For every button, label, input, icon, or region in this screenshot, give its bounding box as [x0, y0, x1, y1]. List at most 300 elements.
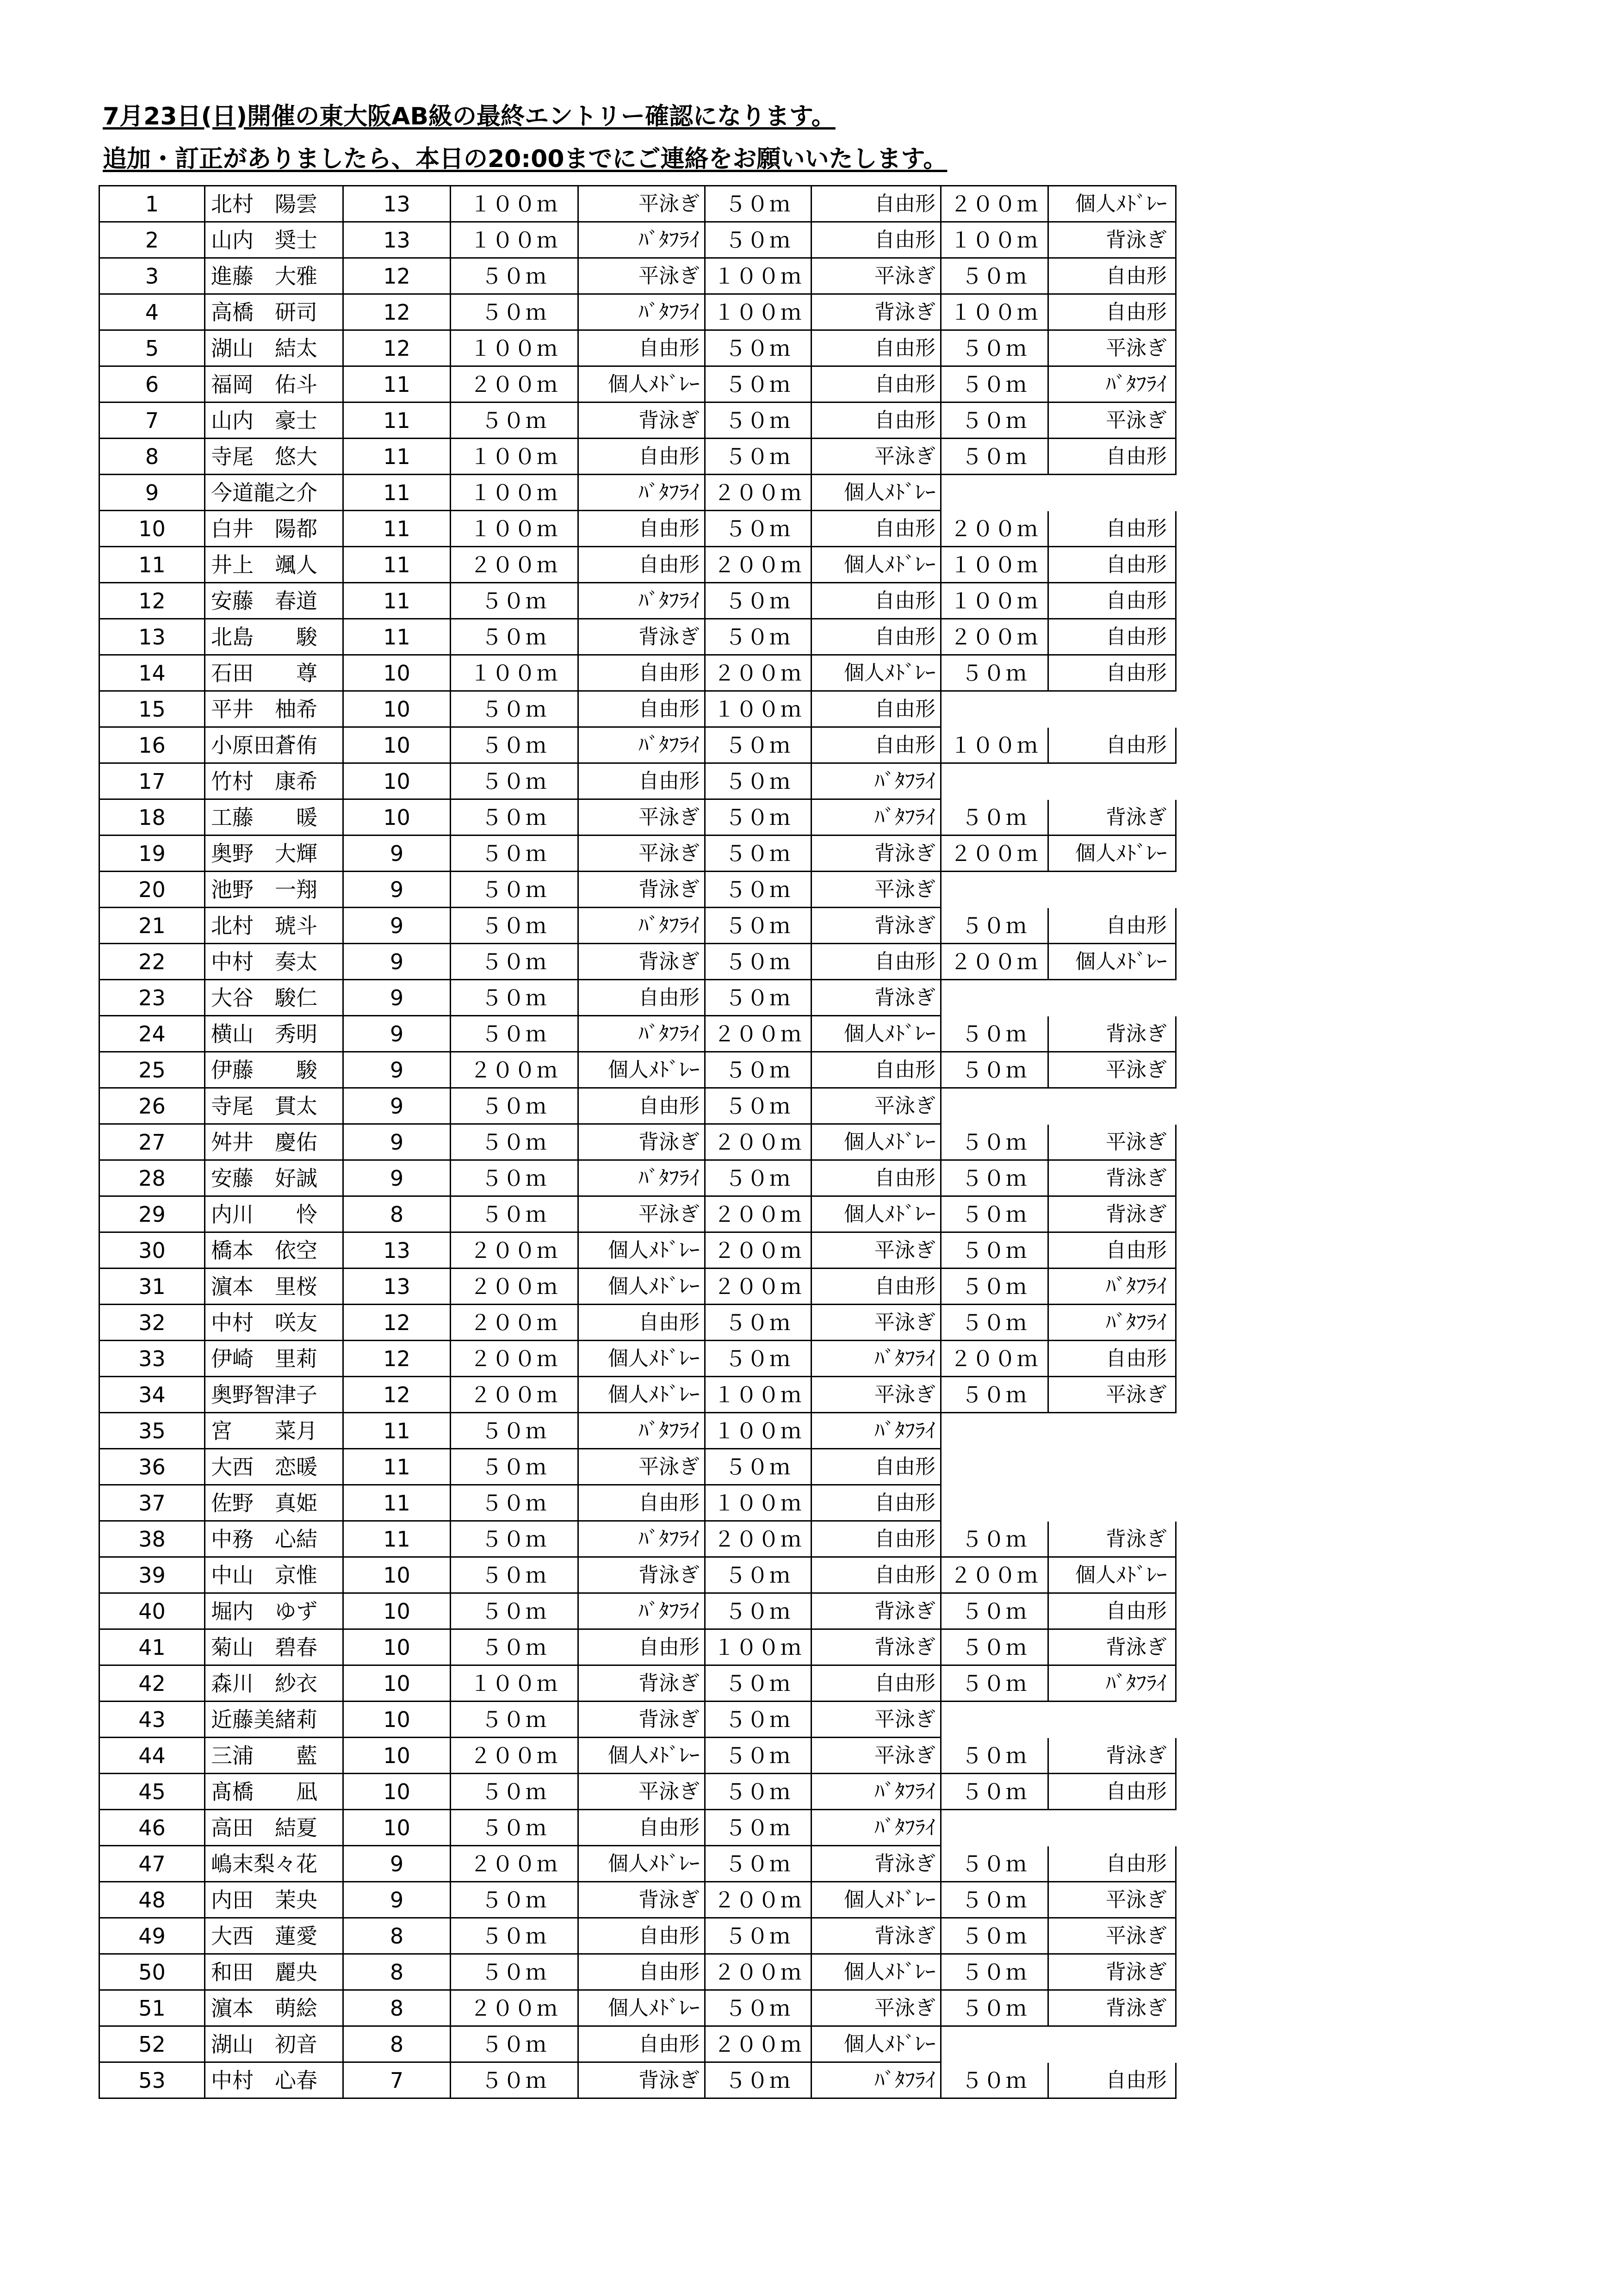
- table-row: [99, 1232, 1176, 1269]
- event3-distance: ５０ｍ: [941, 1016, 1048, 1052]
- event3-stroke: 背泳ぎ: [1048, 1521, 1176, 1557]
- event3-stroke: 自由形: [1048, 1232, 1176, 1269]
- event1-stroke: ﾊﾞﾀﾌﾗｲ: [578, 1016, 705, 1052]
- entry-number: 24: [99, 1016, 205, 1052]
- swimmer-name: 大谷 駿仁: [205, 980, 343, 1016]
- event3-stroke: 平泳ぎ: [1048, 1882, 1176, 1918]
- table-row: [99, 691, 1176, 727]
- swimmer-name: 寺尾 悠大: [205, 439, 343, 475]
- event1-stroke: ﾊﾞﾀﾌﾗｲ: [578, 294, 705, 330]
- event1-distance: ５０ｍ: [451, 1088, 578, 1124]
- entry-number: 21: [99, 908, 205, 944]
- table-row: [99, 1990, 1176, 2026]
- entry-number: 41: [99, 1629, 205, 1665]
- swimmer-name: 中務 心結: [205, 1521, 343, 1557]
- event1-distance: ５０ｍ: [451, 799, 578, 835]
- event3-distance: ５０ｍ: [941, 258, 1048, 294]
- event1-distance: ２００ｍ: [451, 1377, 578, 1413]
- event3-distance: [941, 1810, 1048, 1846]
- entry-number: 28: [99, 1160, 205, 1196]
- event1-stroke: 自由形: [578, 439, 705, 475]
- swimmer-age: 10: [343, 1810, 451, 1846]
- event3-distance: ５０ｍ: [941, 2062, 1048, 2098]
- entry-number: 30: [99, 1232, 205, 1269]
- event1-stroke: 自由形: [578, 330, 705, 366]
- event3-distance: [941, 2026, 1048, 2062]
- event2-stroke: 個人ﾒﾄﾞﾚｰ: [812, 1954, 941, 1990]
- event1-distance: ２００ｍ: [451, 366, 578, 402]
- swimmer-age: 11: [343, 439, 451, 475]
- swimmer-age: 8: [343, 1918, 451, 1954]
- event3-distance: １００ｍ: [941, 727, 1048, 763]
- event3-distance: ５０ｍ: [941, 402, 1048, 439]
- entry-number: 15: [99, 691, 205, 727]
- entry-number: 9: [99, 475, 205, 511]
- swimmer-age: 10: [343, 1702, 451, 1738]
- swimmer-age: 11: [343, 1413, 451, 1449]
- table-row: [99, 1124, 1176, 1160]
- event2-stroke: 個人ﾒﾄﾞﾚｰ: [812, 1882, 941, 1918]
- event3-distance: １００ｍ: [941, 222, 1048, 258]
- event3-distance: ５０ｍ: [941, 1196, 1048, 1232]
- event3-stroke: 平泳ぎ: [1048, 330, 1176, 366]
- event1-stroke: 自由形: [578, 1088, 705, 1124]
- event3-distance: ５０ｍ: [941, 908, 1048, 944]
- table-row: [99, 1377, 1176, 1413]
- swimmer-name: 石田 尊: [205, 655, 343, 691]
- event3-distance: ５０ｍ: [941, 1846, 1048, 1882]
- event3-distance: ５０ｍ: [941, 1160, 1048, 1196]
- table-row: [99, 583, 1176, 619]
- event3-distance: ５０ｍ: [941, 366, 1048, 402]
- swimmer-name: 中山 京惟: [205, 1557, 343, 1593]
- swimmer-age: 8: [343, 1954, 451, 1990]
- swimmer-name: 安藤 春道: [205, 583, 343, 619]
- event2-stroke: 背泳ぎ: [812, 1918, 941, 1954]
- event1-distance: ５０ｍ: [451, 2026, 578, 2062]
- table-row: [99, 1196, 1176, 1232]
- entry-number: 53: [99, 2062, 205, 2098]
- event2-distance: ５０ｍ: [705, 186, 812, 222]
- event1-distance: ５０ｍ: [451, 727, 578, 763]
- swimmer-age: 9: [343, 1846, 451, 1882]
- entry-number: 13: [99, 619, 205, 655]
- event2-distance: ５０ｍ: [705, 944, 812, 980]
- event3-stroke: 背泳ぎ: [1048, 799, 1176, 835]
- event3-distance: [941, 691, 1048, 727]
- event2-distance: ５０ｍ: [705, 980, 812, 1016]
- entry-number: 34: [99, 1377, 205, 1413]
- event3-stroke: ﾊﾞﾀﾌﾗｲ: [1048, 1665, 1176, 1702]
- entry-number: 11: [99, 547, 205, 583]
- event3-stroke: 個人ﾒﾄﾞﾚｰ: [1048, 186, 1176, 222]
- event3-stroke: ﾊﾞﾀﾌﾗｲ: [1048, 1305, 1176, 1341]
- swimmer-age: 9: [343, 1882, 451, 1918]
- event1-stroke: 自由形: [578, 691, 705, 727]
- event3-stroke: 背泳ぎ: [1048, 1990, 1176, 2026]
- table-row: [99, 1665, 1176, 1702]
- event2-distance: ５０ｍ: [705, 1665, 812, 1702]
- swimmer-age: 10: [343, 1665, 451, 1702]
- event1-distance: ５０ｍ: [451, 872, 578, 908]
- event3-stroke: 背泳ぎ: [1048, 1196, 1176, 1232]
- event1-distance: ５０ｍ: [451, 908, 578, 944]
- swimmer-name: 安藤 好誠: [205, 1160, 343, 1196]
- event2-stroke: 自由形: [812, 1449, 941, 1485]
- event1-stroke: ﾊﾞﾀﾌﾗｲ: [578, 475, 705, 511]
- event1-stroke: ﾊﾞﾀﾌﾗｲ: [578, 908, 705, 944]
- event2-stroke: 自由形: [812, 366, 941, 402]
- event2-distance: ２００ｍ: [705, 1521, 812, 1557]
- entry-number: 29: [99, 1196, 205, 1232]
- swimmer-name: 奥野智津子: [205, 1377, 343, 1413]
- event3-distance: ５０ｍ: [941, 1269, 1048, 1305]
- event1-stroke: 平泳ぎ: [578, 799, 705, 835]
- swimmer-name: 和田 麗央: [205, 1954, 343, 1990]
- event1-distance: ５０ｍ: [451, 1449, 578, 1485]
- event1-stroke: 背泳ぎ: [578, 1882, 705, 1918]
- event2-distance: ５０ｍ: [705, 1449, 812, 1485]
- event1-distance: ５０ｍ: [451, 1196, 578, 1232]
- event2-distance: ２００ｍ: [705, 547, 812, 583]
- event3-stroke: 平泳ぎ: [1048, 1918, 1176, 1954]
- event2-stroke: 平泳ぎ: [812, 1702, 941, 1738]
- table-row: [99, 547, 1176, 583]
- table-row: [99, 475, 1176, 511]
- entry-number: 26: [99, 1088, 205, 1124]
- swimmer-name: 高橋 研司: [205, 294, 343, 330]
- swimmer-age: 9: [343, 1088, 451, 1124]
- event3-distance: ５０ｍ: [941, 1738, 1048, 1774]
- table-row: [99, 1882, 1176, 1918]
- event1-distance: ２００ｍ: [451, 1846, 578, 1882]
- event3-stroke: 平泳ぎ: [1048, 402, 1176, 439]
- entry-number: 49: [99, 1918, 205, 1954]
- event2-stroke: 自由形: [812, 1485, 941, 1521]
- event1-stroke: 平泳ぎ: [578, 835, 705, 872]
- event3-stroke: 背泳ぎ: [1048, 1160, 1176, 1196]
- event2-distance: ５０ｍ: [705, 330, 812, 366]
- event1-stroke: ﾊﾞﾀﾌﾗｲ: [578, 1160, 705, 1196]
- event1-distance: １００ｍ: [451, 330, 578, 366]
- swimmer-age: 10: [343, 1629, 451, 1665]
- swimmer-name: 白井 陽都: [205, 511, 343, 547]
- event3-distance: １００ｍ: [941, 547, 1048, 583]
- table-row: [99, 727, 1176, 763]
- swimmer-name: 髙橋 凪: [205, 1774, 343, 1810]
- event2-stroke: 平泳ぎ: [812, 1232, 941, 1269]
- event2-distance: ２００ｍ: [705, 2026, 812, 2062]
- event2-distance: ５０ｍ: [705, 1774, 812, 1810]
- event3-distance: ５０ｍ: [941, 1377, 1048, 1413]
- event2-distance: １００ｍ: [705, 294, 812, 330]
- event2-distance: ５０ｍ: [705, 1088, 812, 1124]
- entry-number: 6: [99, 366, 205, 402]
- entry-number: 16: [99, 727, 205, 763]
- event1-distance: ５０ｍ: [451, 1160, 578, 1196]
- swimmer-age: 10: [343, 799, 451, 835]
- event3-distance: [941, 1413, 1048, 1449]
- swimmer-age: 9: [343, 1052, 451, 1088]
- swimmer-name: 濵本 里桜: [205, 1269, 343, 1305]
- event2-stroke: 背泳ぎ: [812, 835, 941, 872]
- event1-stroke: ﾊﾞﾀﾌﾗｲ: [578, 1413, 705, 1449]
- entry-number: 36: [99, 1449, 205, 1485]
- event1-distance: ５０ｍ: [451, 691, 578, 727]
- event3-stroke: 自由形: [1048, 1593, 1176, 1629]
- event3-distance: [941, 872, 1048, 908]
- table-row: [99, 1810, 1176, 1846]
- event3-distance: ５０ｍ: [941, 1521, 1048, 1557]
- swimmer-name: 濵本 萌絵: [205, 1990, 343, 2026]
- event3-distance: [941, 475, 1048, 511]
- table-row: [99, 366, 1176, 402]
- event2-distance: ５０ｍ: [705, 439, 812, 475]
- event1-distance: ５０ｍ: [451, 1774, 578, 1810]
- event2-stroke: 背泳ぎ: [812, 294, 941, 330]
- event2-distance: ５０ｍ: [705, 222, 812, 258]
- event1-distance: ５０ｍ: [451, 1810, 578, 1846]
- swimmer-name: 伊崎 里莉: [205, 1341, 343, 1377]
- table-row: [99, 1449, 1176, 1485]
- swimmer-age: 7: [343, 2062, 451, 2098]
- swimmer-name: 嶋末梨々花: [205, 1846, 343, 1882]
- table-row: [99, 2026, 1176, 2062]
- event1-stroke: 背泳ぎ: [578, 619, 705, 655]
- event1-stroke: 背泳ぎ: [578, 402, 705, 439]
- event3-stroke: [1048, 1810, 1176, 1846]
- event1-stroke: 個人ﾒﾄﾞﾚｰ: [578, 1232, 705, 1269]
- swimmer-name: 内川 怜: [205, 1196, 343, 1232]
- event2-distance: ２００ｍ: [705, 1016, 812, 1052]
- entry-number: 20: [99, 872, 205, 908]
- swimmer-age: 12: [343, 1377, 451, 1413]
- entry-number: 1: [99, 186, 205, 222]
- event1-stroke: 自由形: [578, 1305, 705, 1341]
- event2-distance: １００ｍ: [705, 1629, 812, 1665]
- table-row: [99, 1413, 1176, 1449]
- swimmer-name: 池野 一翔: [205, 872, 343, 908]
- swimmer-name: 井上 颯人: [205, 547, 343, 583]
- event1-distance: ５０ｍ: [451, 1918, 578, 1954]
- event2-stroke: 自由形: [812, 1557, 941, 1593]
- entry-number: 42: [99, 1665, 205, 1702]
- event1-distance: １００ｍ: [451, 511, 578, 547]
- entry-number: 45: [99, 1774, 205, 1810]
- event2-distance: ２００ｍ: [705, 655, 812, 691]
- swimmer-age: 13: [343, 222, 451, 258]
- event3-stroke: 背泳ぎ: [1048, 1738, 1176, 1774]
- table-row: [99, 511, 1176, 547]
- table-row: [99, 763, 1176, 799]
- event1-distance: ５０ｍ: [451, 619, 578, 655]
- event3-distance: ５０ｍ: [941, 1593, 1048, 1629]
- swimmer-name: 奥野 大輝: [205, 835, 343, 872]
- event3-distance: ５０ｍ: [941, 1052, 1048, 1088]
- entry-number: 27: [99, 1124, 205, 1160]
- event3-distance: ５０ｍ: [941, 330, 1048, 366]
- swimmer-name: 中村 心春: [205, 2062, 343, 2098]
- event1-stroke: ﾊﾞﾀﾌﾗｲ: [578, 1593, 705, 1629]
- event2-distance: ２００ｍ: [705, 1124, 812, 1160]
- event3-stroke: 自由形: [1048, 1774, 1176, 1810]
- event2-stroke: 平泳ぎ: [812, 258, 941, 294]
- entry-number: 7: [99, 402, 205, 439]
- event1-distance: ５０ｍ: [451, 294, 578, 330]
- event3-distance: ５０ｍ: [941, 1629, 1048, 1665]
- event2-distance: ５０ｍ: [705, 1810, 812, 1846]
- swimmer-age: 8: [343, 1990, 451, 2026]
- event3-stroke: 自由形: [1048, 727, 1176, 763]
- swimmer-age: 9: [343, 1160, 451, 1196]
- swimmer-age: 10: [343, 655, 451, 691]
- event2-stroke: ﾊﾞﾀﾌﾗｲ: [812, 1774, 941, 1810]
- event3-stroke: 自由形: [1048, 908, 1176, 944]
- event1-stroke: 背泳ぎ: [578, 1702, 705, 1738]
- event3-distance: ５０ｍ: [941, 1665, 1048, 1702]
- swimmer-name: 菊山 碧春: [205, 1629, 343, 1665]
- event2-stroke: 背泳ぎ: [812, 980, 941, 1016]
- event2-stroke: 平泳ぎ: [812, 872, 941, 908]
- entry-number: 40: [99, 1593, 205, 1629]
- event2-stroke: 個人ﾒﾄﾞﾚｰ: [812, 655, 941, 691]
- event2-stroke: 平泳ぎ: [812, 1990, 941, 2026]
- table-row: [99, 1629, 1176, 1665]
- event1-distance: ２００ｍ: [451, 1738, 578, 1774]
- event1-distance: １００ｍ: [451, 439, 578, 475]
- event2-stroke: 個人ﾒﾄﾞﾚｰ: [812, 1016, 941, 1052]
- swimmer-age: 10: [343, 1593, 451, 1629]
- event1-stroke: ﾊﾞﾀﾌﾗｲ: [578, 222, 705, 258]
- table-row: [99, 908, 1176, 944]
- event3-stroke: [1048, 1413, 1176, 1449]
- event1-distance: ２００ｍ: [451, 1269, 578, 1305]
- event2-distance: ５０ｍ: [705, 908, 812, 944]
- event1-stroke: 個人ﾒﾄﾞﾚｰ: [578, 1341, 705, 1377]
- event2-stroke: 自由形: [812, 727, 941, 763]
- swimmer-age: 12: [343, 1305, 451, 1341]
- entry-number: 50: [99, 1954, 205, 1990]
- event3-stroke: 自由形: [1048, 294, 1176, 330]
- table-row: [99, 1954, 1176, 1990]
- table-row: [99, 799, 1176, 835]
- entry-number: 5: [99, 330, 205, 366]
- event1-distance: １００ｍ: [451, 1665, 578, 1702]
- table-row: [99, 1016, 1176, 1052]
- event3-stroke: 自由形: [1048, 655, 1176, 691]
- swimmer-name: 大西 蓮愛: [205, 1918, 343, 1954]
- event1-distance: ５０ｍ: [451, 1593, 578, 1629]
- entry-number: 38: [99, 1521, 205, 1557]
- event2-stroke: 背泳ぎ: [812, 1593, 941, 1629]
- table-row: [99, 2062, 1176, 2098]
- event1-stroke: 背泳ぎ: [578, 1124, 705, 1160]
- entry-number: 32: [99, 1305, 205, 1341]
- event3-distance: ５０ｍ: [941, 1305, 1048, 1341]
- entry-number: 46: [99, 1810, 205, 1846]
- event2-stroke: ﾊﾞﾀﾌﾗｲ: [812, 2062, 941, 2098]
- event2-stroke: ﾊﾞﾀﾌﾗｲ: [812, 1341, 941, 1377]
- header-line-1: 7月23日(日)開催の東大阪AB級の最終エントリー確認になります。: [103, 103, 836, 130]
- event1-stroke: 自由形: [578, 511, 705, 547]
- event1-stroke: 平泳ぎ: [578, 186, 705, 222]
- table-row: [99, 1593, 1176, 1629]
- table-row: [99, 1702, 1176, 1738]
- entry-table: [99, 185, 1177, 2099]
- swimmer-name: 三浦 藍: [205, 1738, 343, 1774]
- entry-number: 17: [99, 763, 205, 799]
- event1-distance: １００ｍ: [451, 475, 578, 511]
- event2-stroke: 自由形: [812, 330, 941, 366]
- event2-distance: １００ｍ: [705, 1377, 812, 1413]
- table-row: [99, 944, 1176, 980]
- event2-distance: ５０ｍ: [705, 1593, 812, 1629]
- swimmer-age: 9: [343, 835, 451, 872]
- event3-stroke: 背泳ぎ: [1048, 1629, 1176, 1665]
- event2-distance: ２００ｍ: [705, 1232, 812, 1269]
- event2-stroke: 自由形: [812, 402, 941, 439]
- table-row: [99, 655, 1176, 691]
- event2-stroke: 自由形: [812, 1665, 941, 1702]
- event1-distance: ２００ｍ: [451, 1305, 578, 1341]
- event1-stroke: 自由形: [578, 980, 705, 1016]
- table-row: [99, 1557, 1176, 1593]
- entry-number: 4: [99, 294, 205, 330]
- event3-stroke: 自由形: [1048, 2062, 1176, 2098]
- swimmer-name: 今道龍之介: [205, 475, 343, 511]
- event3-distance: １００ｍ: [941, 294, 1048, 330]
- swimmer-name: 橋本 依空: [205, 1232, 343, 1269]
- event2-stroke: 個人ﾒﾄﾞﾚｰ: [812, 475, 941, 511]
- entry-number: 19: [99, 835, 205, 872]
- event3-stroke: 背泳ぎ: [1048, 222, 1176, 258]
- swimmer-age: 11: [343, 366, 451, 402]
- event3-stroke: 自由形: [1048, 511, 1176, 547]
- event2-stroke: 背泳ぎ: [812, 1846, 941, 1882]
- swimmer-age: 11: [343, 547, 451, 583]
- event1-stroke: 平泳ぎ: [578, 258, 705, 294]
- swimmer-name: 北島 駿: [205, 619, 343, 655]
- event2-distance: ５０ｍ: [705, 1738, 812, 1774]
- event3-stroke: 背泳ぎ: [1048, 1954, 1176, 1990]
- event3-distance: ５０ｍ: [941, 1990, 1048, 2026]
- event1-stroke: 自由形: [578, 655, 705, 691]
- swimmer-age: 11: [343, 1521, 451, 1557]
- swimmer-age: 11: [343, 583, 451, 619]
- table-row: [99, 872, 1176, 908]
- swimmer-name: 工藤 暖: [205, 799, 343, 835]
- event2-stroke: 自由形: [812, 691, 941, 727]
- event3-distance: ２００ｍ: [941, 619, 1048, 655]
- event2-stroke: 自由形: [812, 583, 941, 619]
- swimmer-age: 9: [343, 1124, 451, 1160]
- event3-distance: ５０ｍ: [941, 799, 1048, 835]
- event1-distance: ５０ｍ: [451, 980, 578, 1016]
- swimmer-name: 福岡 佑斗: [205, 366, 343, 402]
- event2-distance: １００ｍ: [705, 1413, 812, 1449]
- event3-stroke: 平泳ぎ: [1048, 1377, 1176, 1413]
- entry-number: 2: [99, 222, 205, 258]
- swimmer-age: 11: [343, 1449, 451, 1485]
- event3-distance: [941, 1485, 1048, 1521]
- event3-distance: [941, 1702, 1048, 1738]
- event3-stroke: 背泳ぎ: [1048, 1016, 1176, 1052]
- swimmer-name: 小原田蒼侑: [205, 727, 343, 763]
- table-row: [99, 330, 1176, 366]
- event3-distance: ２００ｍ: [941, 1557, 1048, 1593]
- event2-distance: ５０ｍ: [705, 2062, 812, 2098]
- table-row: [99, 1846, 1176, 1882]
